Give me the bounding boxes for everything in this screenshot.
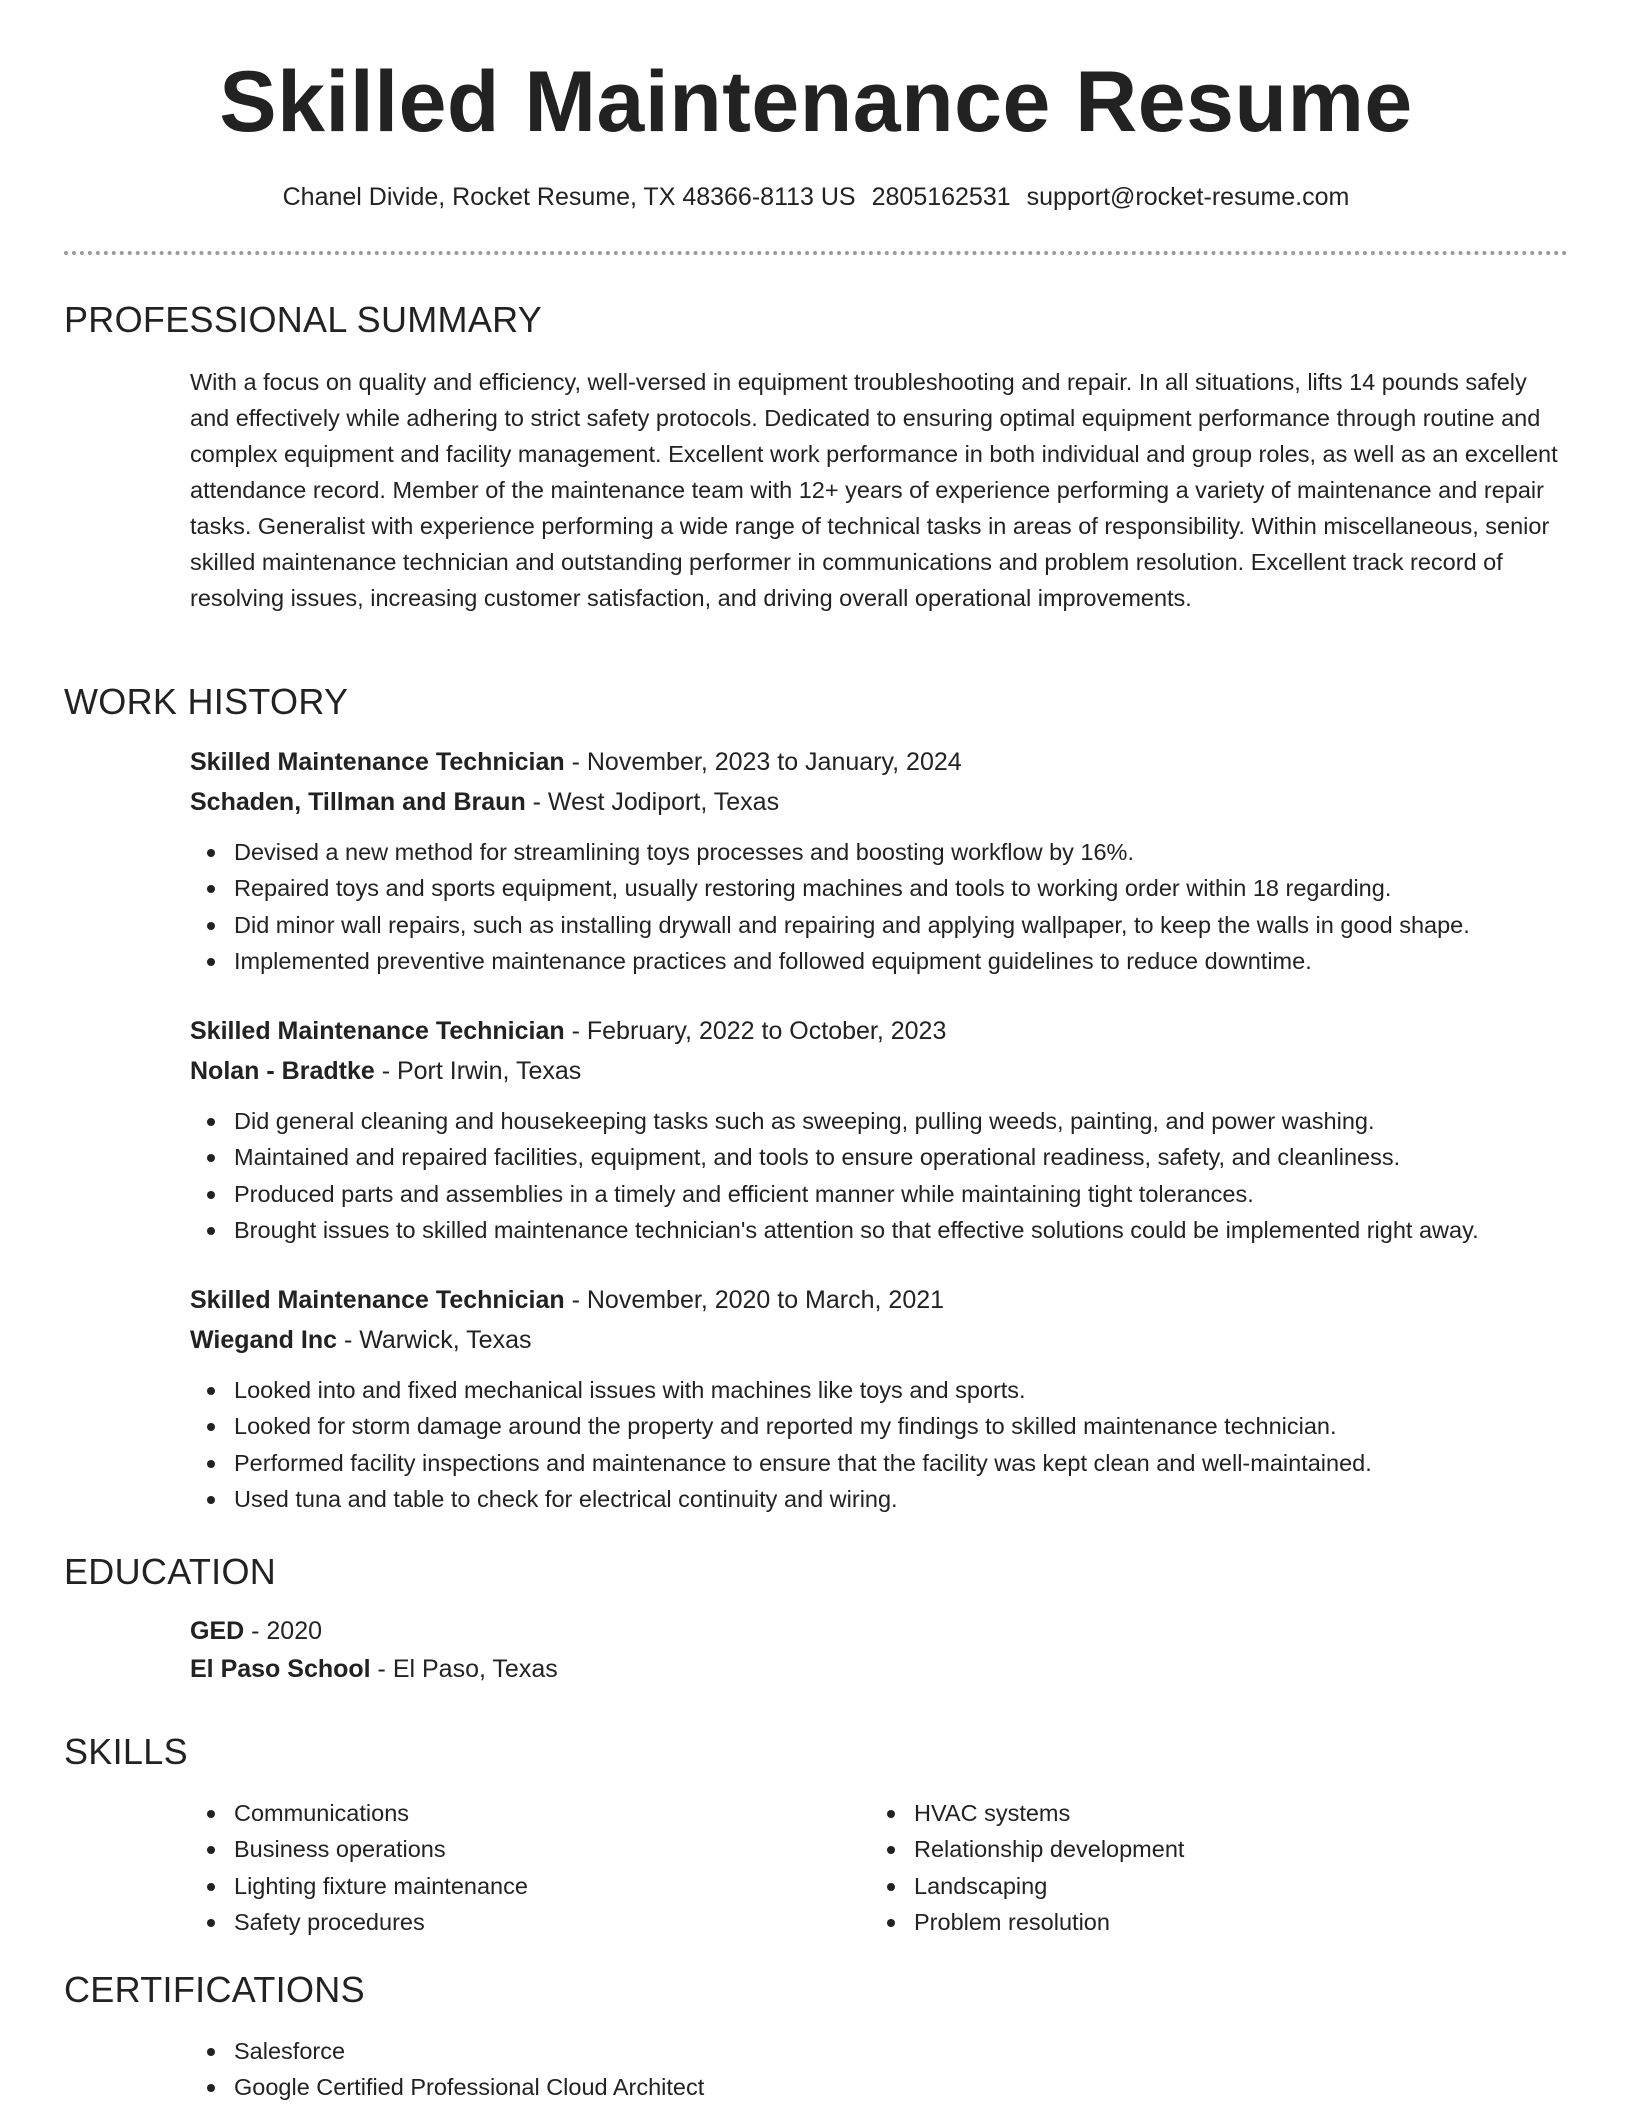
list-item: Business operations (190, 1831, 870, 1867)
job-company-line (190, 1320, 1570, 1360)
job-company: Schaden, Tillman and Braun (190, 788, 526, 816)
list-item: Did minor wall repairs, such as installing drywall and repairing and applying wallpaper, to keep the walls in good shape. (190, 907, 1570, 943)
certifications-list (190, 2033, 1570, 2106)
job-title-line (190, 742, 1570, 782)
job-location: - West Jodiport, Texas (525, 788, 780, 816)
job-bullets (190, 1103, 1570, 1249)
list-item: Performed facility inspections and maintenance to ensure that the facility was kept clean and well-maintained. (190, 1445, 1570, 1481)
contact-email: support@rocket-resume.com (1026, 183, 1350, 211)
summary-heading: PROFESSIONAL SUMMARY (64, 299, 543, 340)
certifications-heading: CERTIFICATIONS (64, 1969, 365, 2010)
job-entry-1 (190, 742, 1570, 980)
job-company: Nolan - Bradtke (190, 1057, 375, 1085)
list-item: Brought issues to skilled maintenance technician's attention so that effective solutions could be implemented right away. (190, 1212, 1570, 1248)
list-item: Salesforce (190, 2033, 1570, 2069)
skills-column-left (190, 1795, 870, 1941)
skills-heading: SKILLS (64, 1731, 188, 1772)
summary-text: With a focus on quality and efficiency, well-versed in equipment troubleshooting and repair. In all situations, lifts 14 pounds safely and effectively while adhering to strict safety protocols. Dedicated to ensuring optimal equipment performance through routine and complex equipment and facility management. Excellent work performance in both individual and group roles, as well as an excellent attendance record. Member of the maintenance team with 12+ years of experience performing a variety of maintenance and repair tasks. Generalist with experience performing a wide range of technical tasks in areas of responsibility. Within miscellaneous, senior skilled maintenance technician and outstanding performer in communications and problem resolution. Excellent track record of resolving issues, increasing customer satisfaction, and driving overall operational improvements. (190, 369, 1558, 611)
work-history-heading: WORK HISTORY (64, 681, 349, 722)
job-title: Skilled Maintenance Technician (190, 748, 565, 776)
list-item: Maintained and repaired facilities, equipment, and tools to ensure operational readiness, safety, and cleanliness. (190, 1139, 1570, 1175)
skills-column-right (870, 1795, 1550, 1941)
job-company-line (190, 782, 1570, 822)
list-item: Relationship development (870, 1831, 1550, 1867)
list-item: Communications (190, 1795, 870, 1831)
education-degree: GED (190, 1617, 245, 1645)
education-school-line (190, 1650, 1570, 1688)
job-title: Skilled Maintenance Technician (190, 1017, 565, 1045)
list-item: Did general cleaning and housekeeping tasks such as sweeping, pulling weeds, painting, and power washing. (190, 1103, 1570, 1139)
education-school: El Paso School (190, 1655, 371, 1683)
page-title: Skilled Maintenance Resume (219, 54, 1413, 150)
job-dates: - November, 2020 to March, 2021 (564, 1286, 945, 1314)
job-bullets (190, 834, 1570, 980)
job-company-line (190, 1051, 1570, 1091)
education-entry (190, 1612, 1570, 1688)
job-dates: - November, 2023 to January, 2024 (564, 748, 962, 776)
list-item: Devised a new method for streamlining toys processes and boosting workflow by 16%. (190, 834, 1570, 870)
job-title-line (190, 1280, 1570, 1320)
job-entry-2 (190, 1011, 1570, 1249)
list-item: Looked into and fixed mechanical issues with machines like toys and sports. (190, 1372, 1570, 1408)
list-item: Implemented preventive maintenance practices and followed equipment guidelines to reduce downtime. (190, 943, 1570, 979)
contact-line (0, 180, 1632, 214)
education-location: - El Paso, Texas (370, 1655, 558, 1683)
list-item: Problem resolution (870, 1904, 1550, 1940)
education-year: - 2020 (244, 1617, 323, 1645)
job-title: Skilled Maintenance Technician (190, 1286, 565, 1314)
list-item: Lighting fixture maintenance (190, 1868, 870, 1904)
contact-address: Chanel Divide, Rocket Resume, TX 48366-8113 US (282, 183, 856, 211)
list-item: Safety procedures (190, 1904, 870, 1940)
list-item: HVAC systems (870, 1795, 1550, 1831)
job-dates: - February, 2022 to October, 2023 (564, 1017, 947, 1045)
job-company: Wiegand Inc (190, 1326, 338, 1354)
list-item: Google Certified Professional Cloud Architect (190, 2069, 1570, 2105)
skills-list (190, 1795, 1570, 1941)
education-heading: EDUCATION (64, 1551, 277, 1592)
job-bullets (190, 1372, 1570, 1518)
header-divider (64, 251, 1568, 255)
list-item: Landscaping (870, 1868, 1550, 1904)
list-item: Repaired toys and sports equipment, usually restoring machines and tools to working order within 18 regarding. (190, 870, 1570, 906)
contact-phone: 2805162531 (871, 183, 1011, 211)
certifications-bullets (190, 2033, 1570, 2106)
job-entry-3 (190, 1280, 1570, 1518)
list-item: Used tuna and table to check for electrical continuity and wiring. (190, 1481, 1570, 1517)
list-item: Produced parts and assemblies in a timely and efficient manner while maintaining tight tolerances. (190, 1176, 1570, 1212)
list-item: Looked for storm damage around the property and reported my findings to skilled maintenance technician. (190, 1408, 1570, 1444)
job-location: - Port Irwin, Texas (374, 1057, 582, 1085)
education-degree-line (190, 1612, 1570, 1650)
job-location: - Warwick, Texas (337, 1326, 532, 1354)
job-title-line (190, 1011, 1570, 1051)
